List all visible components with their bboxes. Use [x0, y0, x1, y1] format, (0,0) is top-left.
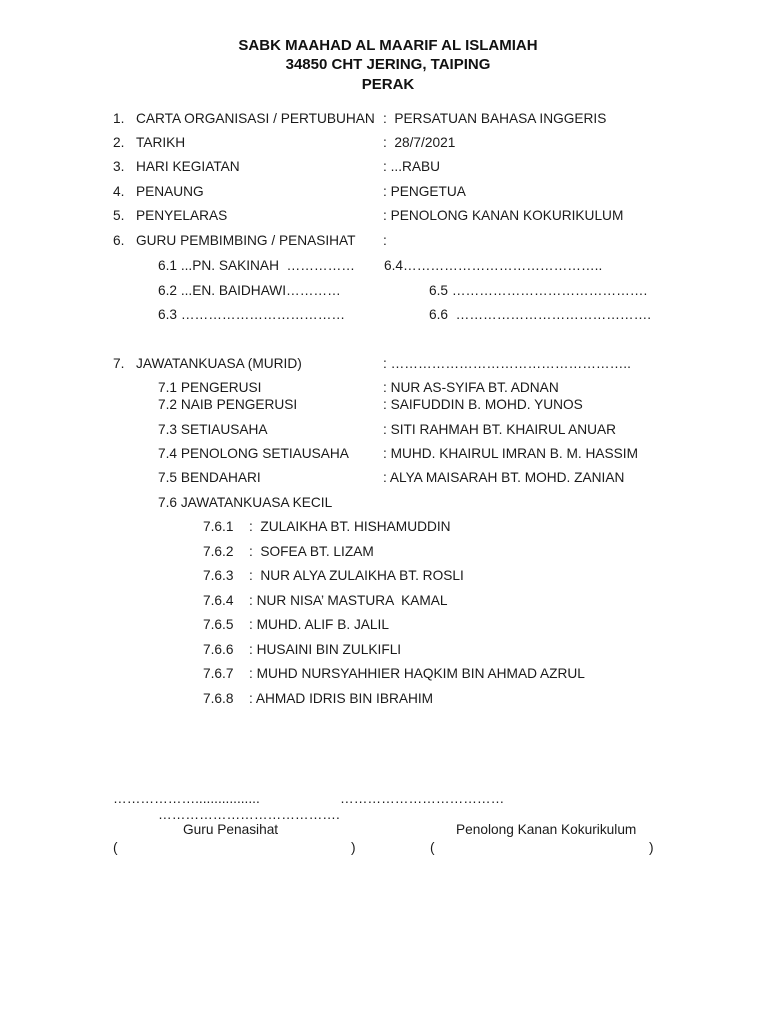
- school-address: 34850 CHT JERING, TAIPING: [285, 56, 491, 73]
- item-value: :: [383, 233, 387, 248]
- item-value: : 28/7/2021: [383, 135, 456, 150]
- item-label: PENAUNG: [136, 184, 204, 199]
- advisor-entry: 6.2 ...EN. BAIDHAWI…………: [158, 283, 341, 298]
- item-number: 7.: [113, 356, 125, 371]
- officer-role: 7.5 BENDAHARI: [158, 470, 261, 485]
- name-bracket-open: (: [430, 840, 435, 855]
- item-label: PENYELARAS: [136, 208, 228, 223]
- officer-name: : MUHD. KHAIRUL IMRAN B. M. HASSIM: [383, 446, 639, 461]
- signature-title-cocurriculum: Penolong Kanan Kokurikulum: [456, 822, 637, 837]
- item-number: 6.: [113, 233, 125, 248]
- member-code: 7.6.3: [203, 568, 234, 583]
- item-number: 1.: [113, 111, 125, 126]
- officer-name: : NUR AS-SYIFA BT. ADNAN: [383, 380, 559, 395]
- officer-role: 7.3 SETIAUSAHA: [158, 422, 268, 437]
- advisor-entry: 6.4……………………………………..: [384, 258, 603, 273]
- officer-role: 7.4 PENOLONG SETIAUSAHA: [158, 446, 349, 461]
- member-code: 7.6.1: [203, 519, 234, 534]
- advisor-entry: 6.5 …………………………………….: [429, 283, 648, 298]
- name-bracket-close: ): [351, 840, 356, 855]
- member-name: : AHMAD IDRIS BIN IBRAHIM: [249, 691, 434, 706]
- item-number: 2.: [113, 135, 125, 150]
- advisor-entry: 6.1 ...PN. SAKINAH ……………: [158, 258, 355, 273]
- school-state: PERAK: [361, 76, 415, 93]
- item-label: JAWATANKUASA (MURID): [136, 356, 302, 371]
- item-label: CARTA ORGANISASI / PERTUBUHAN: [136, 111, 375, 126]
- signature-line-right: ………………………………: [340, 791, 505, 806]
- officer-name: : ALYA MAISARAH BT. MOHD. ZANIAN: [383, 470, 625, 485]
- item-value: : ...RABU: [383, 159, 441, 174]
- member-code: 7.6.2: [203, 544, 234, 559]
- signature-line-left: ……………….................: [113, 791, 260, 806]
- member-code: 7.6.4: [203, 593, 234, 608]
- item-number: 4.: [113, 184, 125, 199]
- officer-name: : SITI RAHMAH BT. KHAIRUL ANUAR: [383, 422, 616, 437]
- advisor-entry: 6.3 ………………………………: [158, 307, 346, 322]
- item-value: : ……………………………………………..: [383, 356, 631, 371]
- member-name: : HUSAINI BIN ZULKIFLI: [249, 642, 402, 657]
- advisor-entry: 6.6 …………………………………….: [429, 307, 652, 322]
- item-label: HARI KEGIATAN: [136, 159, 240, 174]
- name-bracket-close: ): [649, 840, 654, 855]
- name-bracket-open: (: [113, 840, 118, 855]
- officer-role: 7.1 PENGERUSI: [158, 380, 262, 395]
- item-value: : PERSATUAN BAHASA INGGERIS: [383, 111, 607, 126]
- member-name: : MUHD NURSYAHHIER HAQKIM BIN AHMAD AZRUL: [249, 666, 585, 681]
- officer-role: 7.2 NAIB PENGERUSI: [158, 397, 298, 412]
- member-name: : NUR NISA’ MASTURA KAMAL: [249, 593, 448, 608]
- member-name: : ZULAIKHA BT. HISHAMUDDIN: [249, 519, 451, 534]
- item-number: 3.: [113, 159, 125, 174]
- subcommittee-title: 7.6 JAWATANKUASA KECIL: [158, 495, 333, 510]
- item-label: TARIKH: [136, 135, 186, 150]
- item-number: 5.: [113, 208, 125, 223]
- signature-line-middle: ………………………………….: [158, 807, 340, 822]
- member-code: 7.6.7: [203, 666, 234, 681]
- school-name: SABK MAAHAD AL MAARIF AL ISLAMIAH: [238, 37, 538, 54]
- item-value: : PENOLONG KANAN KOKURIKULUM: [383, 208, 624, 223]
- member-name: : MUHD. ALIF B. JALIL: [249, 617, 389, 632]
- member-code: 7.6.5: [203, 617, 234, 632]
- officer-name: : SAIFUDDIN B. MOHD. YUNOS: [383, 397, 583, 412]
- signature-title-advisor: Guru Penasihat: [183, 822, 279, 837]
- member-name: : NUR ALYA ZULAIKHA BT. ROSLI: [249, 568, 464, 583]
- member-name: : SOFEA BT. LIZAM: [249, 544, 374, 559]
- member-code: 7.6.8: [203, 691, 234, 706]
- member-code: 7.6.6: [203, 642, 234, 657]
- item-value: : PENGETUA: [383, 184, 466, 199]
- item-label: GURU PEMBIMBING / PENASIHAT: [136, 233, 356, 248]
